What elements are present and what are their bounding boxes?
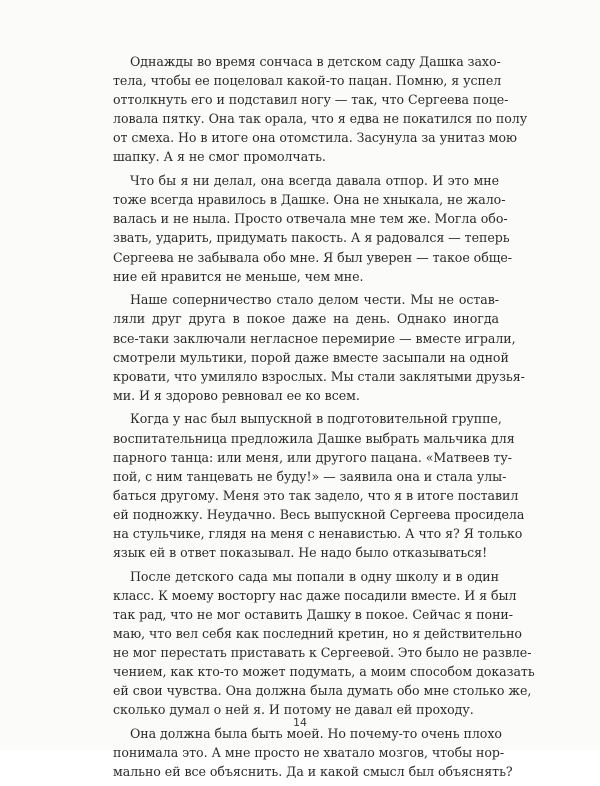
text-line: Однажды во время сончаса в детском саду Дашка захо- (130, 54, 501, 69)
text-line: тоже всегда нравилось в Дашке. Она не хныкала, не жало- (113, 192, 506, 208)
text-line: оттолкнуть его и подставил ногу — так, что Сергеева поце- (113, 92, 509, 108)
text-line: Наше соперничество стало делом чести. Мы не остав- (130, 292, 499, 308)
text-line: воспитательница предложила Дашке выбрать мальчика для (113, 430, 515, 446)
text-line: парного танца: или меня, или другого пацана. «Матвеев ту- (113, 449, 512, 465)
paragraph-3 (113, 290, 525, 405)
text-line: от смеха. Но в итоге она отомстила. Засунула за унитаз мою (113, 130, 517, 146)
text-line: чением, как кто-то может подумать, а моим способом доказать (113, 664, 535, 680)
paragraph-5 (113, 567, 535, 720)
text-line: ей подножку. Неудачно. Весь выпускной Сергеева просидела (113, 506, 525, 522)
text-line: все-таки заключали негласное перемирие — вместе играли, (113, 330, 516, 346)
text-line: класс. К моему восторгу нас даже посадили вместе. И я был (113, 587, 517, 603)
text-line: мально ей все объяснить. Да и какой смысл был объяснять? (113, 764, 513, 780)
text-line: шапку. А я не смог промолчать. (113, 149, 326, 165)
text-line: пой, с ним танцевать не буду!» — заявила она и стала улы- (113, 468, 507, 484)
text-line: Сергеева не забывала обо мне. Я был уверен — такое обще- (113, 249, 513, 265)
text-line: Что бы я ни делал, она всегда давала отпор. И это мне (130, 173, 499, 189)
text-line: ние ей нравится не меньше, чем мне. (113, 268, 364, 284)
text-line: Она должна была быть моей. Но почему-то очень плохо (130, 726, 502, 742)
text-line: звать, ударить, придумать пакость. А я радовался — теперь (113, 230, 510, 246)
text-line: баться другому. Меня это так задело, что я в итоге поставил (113, 487, 519, 503)
text-line: язык ей в ответ показывал. Не надо было отказываться! (113, 545, 488, 561)
text-line: так рад, что не мог оставить Дашку в покое. Сейчас я пони- (113, 607, 513, 622)
text-line: Когда у нас был выпускной в подготовительной группе, (130, 411, 502, 427)
text-line: кровати, что умиляло взрослых. Мы стали заклятыми друзья- (113, 368, 525, 384)
text-line: сколько думал о ней я. И потому не давал ей проходу. (113, 702, 474, 718)
text-line: маю, что вел себя как последний кретин, но я действительно (113, 626, 522, 642)
text-line: ловала пятку. Она так орала, что я едва не покатился по полу (113, 111, 528, 127)
text-line: понимала это. А мне просто не хватало мозгов, чтобы нор- (113, 745, 505, 761)
paragraph-2 (113, 171, 513, 286)
text-line: ляли друг друга в покое даже на день. Однако иногда (113, 311, 499, 327)
paragraph-1 (113, 52, 528, 167)
text-line: ми. И я здорово ревновал ее ко всем. (113, 387, 360, 403)
body-text (113, 52, 535, 786)
text-line: не мог перестать приставать к Сергеевой. Это было не развле- (113, 645, 532, 661)
text-line: валась и не ныла. Просто отвечала мне тем же. Могла обо- (113, 211, 508, 227)
text-line: смотрели мультики, порой даже вместе засыпали на одной (113, 349, 509, 365)
text-line: ей свои чувства. Она должна была думать обо мне столько же, (113, 683, 532, 699)
page-number: 14 (293, 716, 307, 729)
text-line: на стульчике, глядя на меня с ненавистью. А что я? Я только (113, 526, 523, 542)
paragraph-4 (113, 409, 525, 562)
paragraph-6 (113, 724, 513, 781)
text-line: После детского сада мы попали в одну школу и в один (130, 568, 499, 584)
text-line: тела, чтобы ее поцеловал какой-то пацан. Помню, я успел (113, 73, 502, 89)
